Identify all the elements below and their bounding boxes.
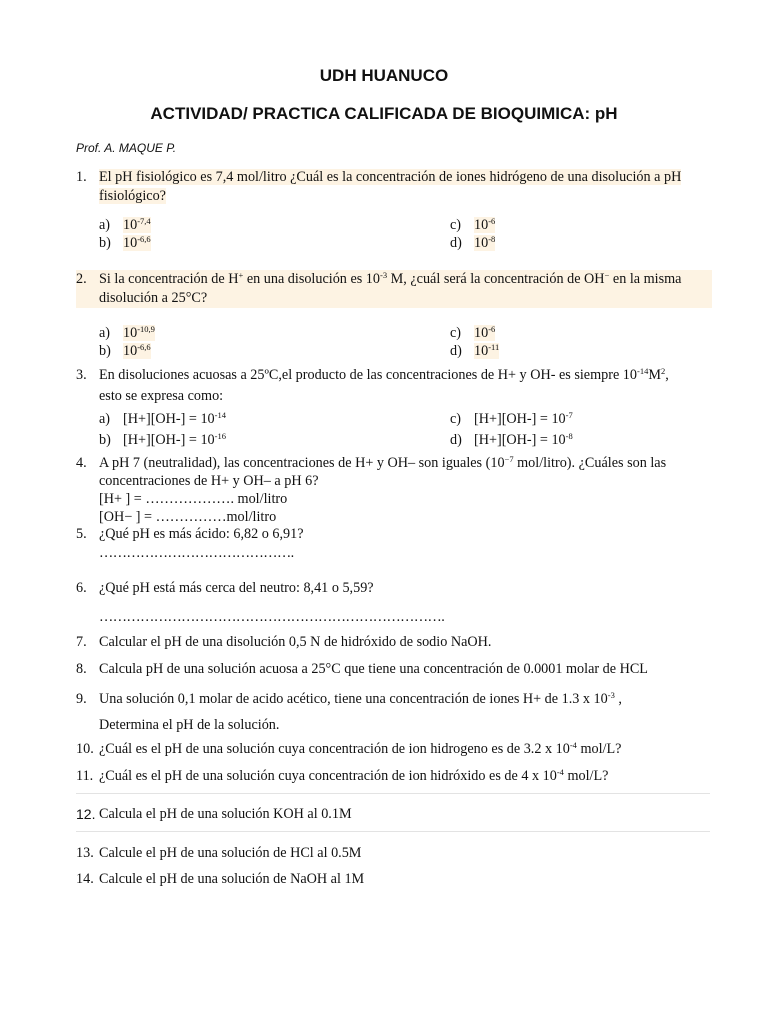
question-8: 8. Calcula pH de una solución acuosa a 25°C que tiene una concentración de 0.0001 molar de HCL (76, 660, 716, 680)
question-1-text: El pH fisiológico es 7,4 mol/litro ¿Cuál es la concentración de iones hidrógeno de una disolución a pH fisiológico? (99, 169, 682, 204)
question-12: 12. Calcula el pH de una solución KOH al 0.1M (76, 805, 716, 825)
question-4-text: A pH 7 (neutralidad), las concentraciones de H+ y OH– son iguales ($10^{-7}$ mol/litro). ¿Cuáles son las concentraciones de H+ y OH– a pH 6? [H+ ] = ………………. mol/litro [OH− ] = ……………mol/litro (99, 454, 667, 525)
q1-option-d: d) $10^{-8}$ (450, 234, 496, 251)
question-8-text: Calcula pH de una solución acuosa a 25°C que tiene una concentración de 0.0001 molar de HCL (99, 661, 648, 677)
question-5-text: ¿Qué pH es más ácido: 6,82 o 6,91? (99, 526, 304, 542)
q1-option-a: a) $10^{-7,4}$ (99, 216, 151, 233)
activity-title: ACTIVIDAD/ PRACTICA CALIFICADA DE BIOQUIMICA: pH (150, 104, 618, 123)
question-7-text: Calcular el pH de una disolución 0,5 N de hidróxido de sodio NaOH. (99, 634, 492, 650)
question-number: 2. (76, 271, 87, 287)
q3-option-a: a) $[H+][OH-] = 10^{-14}$ (99, 410, 226, 427)
question-7: 7. Calcular el pH de una disolución 0,5 N de hidróxido de sodio NaOH. (76, 633, 716, 653)
q2-option-d: d) $10^{-11}$ (450, 342, 500, 359)
q3-option-b: b) $[H+][OH-] = 10^{-16}$ (99, 431, 226, 448)
question-number: 3. (76, 367, 87, 383)
question-13: 13. Calcule el pH de una solución de HCl al 0.5M (76, 844, 716, 864)
q4-answer-oh: [OH− ] = ……………mol/litro (99, 509, 277, 525)
q1-option-c: c) $10^{-6}$ (450, 216, 496, 233)
q2-option-a: a) $10^{-10,9}$ (99, 324, 155, 341)
question-2-text: Si la concentración de H+ en una disolución es $10^{-3}$ M, ¿cuál será la concentración de OH− en la misma disolución a 25°C? (99, 270, 682, 306)
question-14-text: Calcule el pH de una solución de NaOH al 1M (99, 871, 365, 887)
question-3 (76, 365, 716, 405)
question-3-text: En disoluciones acuosas a 25ºC,el producto de las concentraciones de H+ y OH- es siempre $10^{-14}M^2$, esto se expresa como: (99, 366, 669, 404)
question-9: 9. Una solución 0,1 molar de acido acético, tiene una concentración de iones H+ de 1.3 x $10^{-3}$ , Determina el pH de la solución. (76, 686, 716, 732)
question-number: 1. (76, 169, 87, 185)
university-title: UDH HUANUCO (319, 66, 449, 85)
question-10: 10. ¿Cuál es el pH de una solución cuya concentración de ion hidrogeno es de 3.2 x $10^{-4}$ mol/L? (76, 740, 716, 760)
question-4 (76, 454, 716, 526)
q6-answer-line: …………………………………………………………………. (99, 609, 445, 625)
professor-name: Prof. A. MAQUE P. (76, 141, 177, 155)
q1-option-b: b) $10^{-6,6}$ (99, 234, 151, 251)
question-6: 6. ¿Qué pH está más cerca del neutro: 8,41 o 5,59? (76, 579, 716, 599)
question-number: 4. (76, 455, 87, 471)
question-12-text: Calcula el pH de una solución KOH al 0.1M (99, 806, 352, 822)
q4-answer-h: [H+ ] = ………………. mol/litro (99, 491, 288, 507)
question-9-text: Una solución 0,1 molar de acido acético, tiene una concentración de iones H+ de 1.3 x $10^{-3}$ , Determina el pH de la solución. (99, 690, 622, 733)
q2-option-c: c) $10^{-6}$ (450, 324, 496, 341)
divider (76, 793, 710, 794)
question-14: 14. Calcule el pH de una solución de NaOH al 1M (76, 870, 716, 890)
question-6-text: ¿Qué pH está más cerca del neutro: 8,41 o 5,59? (99, 580, 374, 596)
question-10-text: ¿Cuál es el pH de una solución cuya concentración de ion hidrogeno es de 3.2 x $10^{-4}$ mol/L? (99, 740, 622, 757)
question-text (99, 168, 716, 206)
divider (76, 831, 710, 832)
q3-option-d: d) $[H+][OH-] = 10^{-8}$ (450, 431, 573, 448)
question-5: 5. ¿Qué pH es más ácido: 6,82 o 6,91? (76, 525, 716, 545)
q2-option-b: b) $10^{-6,6}$ (99, 342, 151, 359)
question-11-text: ¿Cuál es el pH de una solución cuya concentración de ion hidróxido es de 4 x $10^{-4}$ mol/L? (99, 767, 609, 784)
question-13-text: Calcule el pH de una solución de HCl al 0.5M (99, 845, 362, 861)
question-11: 11. ¿Cuál es el pH de una solución cuya concentración de ion hidróxido es de 4 x $10^{-4}$ mol/L? (76, 767, 716, 787)
question-1 (76, 168, 716, 208)
question-2 (76, 270, 712, 308)
q5-answer-line: ……………………………………. (99, 545, 294, 561)
q3-option-c: c) $[H+][OH-] = 10^{-7}$ (450, 410, 573, 427)
